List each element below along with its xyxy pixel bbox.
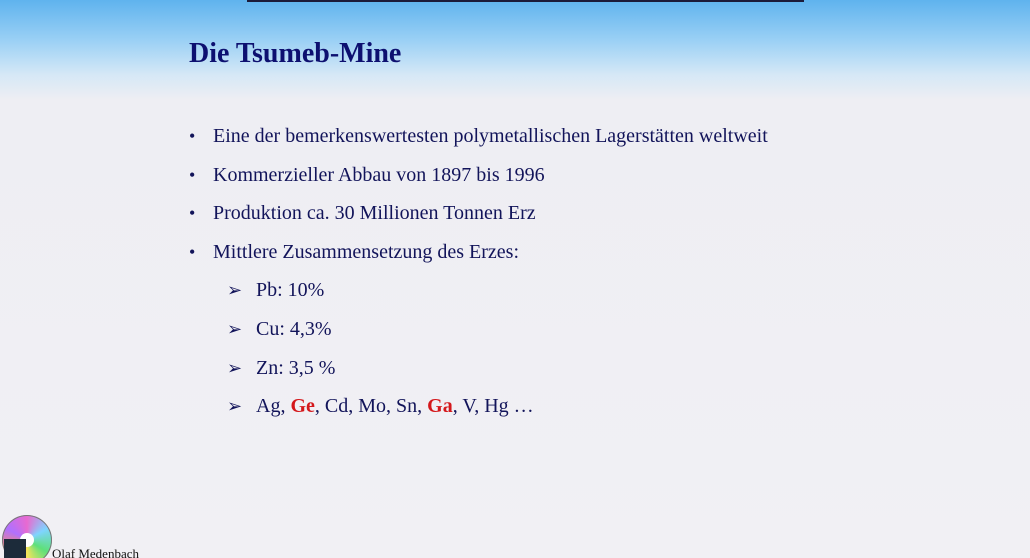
bullet-icon: •	[189, 241, 196, 262]
arrow-bullet-icon: ➢	[227, 396, 243, 417]
highlight-gallium: Ga	[427, 395, 453, 418]
bullet-text: Kommerzieller Abbau von 1897 bis 1996	[213, 163, 545, 186]
bullet-text: Produktion ca. 30 Millionen Tonnen Erz	[213, 202, 536, 225]
bullet-icon: •	[189, 164, 196, 185]
sub-item-text: Pb: 10%	[256, 279, 325, 302]
author-name: Olaf Medenbach	[52, 546, 139, 558]
slide-title: Die Tsumeb-Mine	[189, 38, 402, 69]
bullet-icon: •	[189, 203, 196, 224]
arrow-bullet-icon: ➢	[227, 357, 243, 378]
bullet-icon: •	[189, 126, 196, 146]
highlight-germanium: Ge	[290, 395, 315, 418]
sub-item-text: Cu: 4,3%	[256, 317, 332, 340]
arrow-bullet-icon: ➢	[227, 318, 243, 339]
elements-text: , V, Hg …	[452, 395, 534, 418]
sub-item-text: Zn: 3,5 %	[256, 356, 336, 379]
elements-text: , Cd, Mo, Sn,	[314, 395, 428, 418]
elements-text: Ag,	[256, 395, 291, 418]
logo-square-icon	[4, 539, 26, 558]
bullet-text: Mittlere Zusammensetzung des Erzes:	[213, 240, 520, 263]
elements-line	[256, 390, 534, 422]
bullet-text: Eine der bemerkenswertesten polymetallischen Lagerstätten weltweit	[213, 125, 768, 147]
arrow-bullet-icon: ➢	[227, 280, 243, 301]
top-rule	[247, 0, 804, 2]
